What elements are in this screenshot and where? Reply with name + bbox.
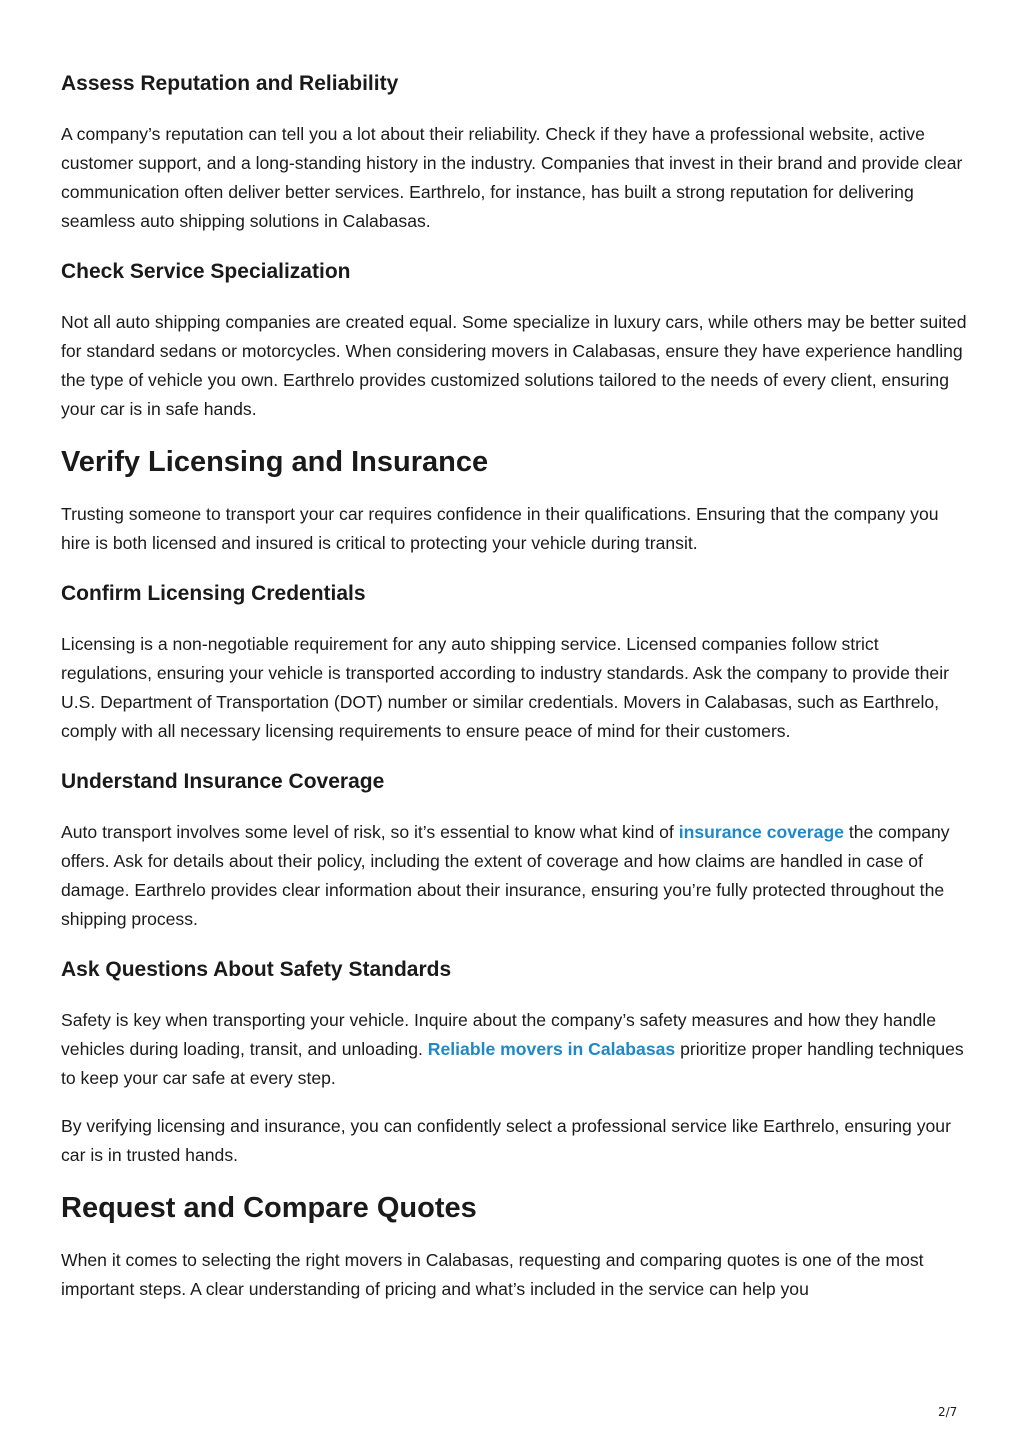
paragraph-reputation: A company’s reputation can tell you a lot about their reliability. Check if they have a professional website, active customer support, and a long-standing history in the industry. Companies that invest in their brand and provide clear communication often deliver better services. Earthrelo, for instance, has built a strong reputation for delivering seamless auto shipping solutions in Calabasas. xyxy=(61,124,963,231)
insurance-text-before: Auto transport involves some level of risk, so it’s essential to know what kind of xyxy=(61,822,679,842)
document-page xyxy=(61,70,971,1304)
page-number: 2/7 xyxy=(938,1405,958,1419)
paragraph-safety-closing: By verifying licensing and insurance, you can confidently select a professional service like Earthrelo, ensuring your car is in trusted hands. xyxy=(61,1116,951,1165)
paragraph-quotes: When it comes to selecting the right movers in Calabasas, requesting and comparing quotes is one of the most important steps. A clear understanding of pricing and what’s included in the service can help you xyxy=(61,1250,924,1299)
paragraph-specialization: Not all auto shipping companies are created equal. Some specialize in luxury cars, while others may be better suited for standard sedans or motorcycles. When considering movers in Calabasas, ensure they have experience handling the type of vehicle you own. Earthrelo provides customized solutions tailored to the needs of every client, ensuring your car is in safe hands. xyxy=(61,312,967,419)
heading-assess-reputation: Assess Reputation and Reliability xyxy=(61,72,399,95)
insurance-text-after: the company offers. Ask for details about their policy, including the extent of coverage and how claims are handled in case of damage. Earthrelo provides clear information about their insurance, ensuring you’re fully protected throughout the shipping process. xyxy=(61,822,950,929)
paragraph-verify: Trusting someone to transport your car requires confidence in their qualifications. Ensuring that the company you hire is both licensed and insured is critical to protecting your vehicle during transit. xyxy=(61,504,939,553)
reliable-movers-link[interactable]: Reliable movers in Calabasas xyxy=(427,1039,676,1059)
paragraph-insurance xyxy=(61,818,971,934)
heading-insurance-coverage: Understand Insurance Coverage xyxy=(61,770,385,793)
paragraph-safety xyxy=(61,1006,971,1093)
paragraph-licensing: Licensing is a non-negotiable requirement for any auto shipping service. Licensed companies follow strict regulations, ensuring your vehicle is transported according to industry standards. Ask the company to provide their U.S. Department of Transportation (DOT) number or similar credentials. Movers in Calabasas, such as Earthrelo, comply with all necessary licensing requirements to ensure peace of mind for their customers. xyxy=(61,634,949,741)
safety-text-after: prioritize proper handling techniques to keep your car safe at every step. xyxy=(61,1039,964,1088)
heading-service-specialization: Check Service Specialization xyxy=(61,260,351,283)
safety-text-before: Safety is key when transporting your vehicle. Inquire about the company’s safety measures and how they handle vehicles during loading, transit, and unloading. xyxy=(61,1010,936,1059)
heading-verify-licensing: Verify Licensing and Insurance xyxy=(61,446,489,478)
heading-request-quotes: Request and Compare Quotes xyxy=(61,1192,477,1224)
heading-safety-standards: Ask Questions About Safety Standards xyxy=(61,958,452,981)
heading-licensing-credentials: Confirm Licensing Credentials xyxy=(61,582,366,605)
insurance-coverage-link[interactable]: insurance coverage xyxy=(678,822,844,842)
